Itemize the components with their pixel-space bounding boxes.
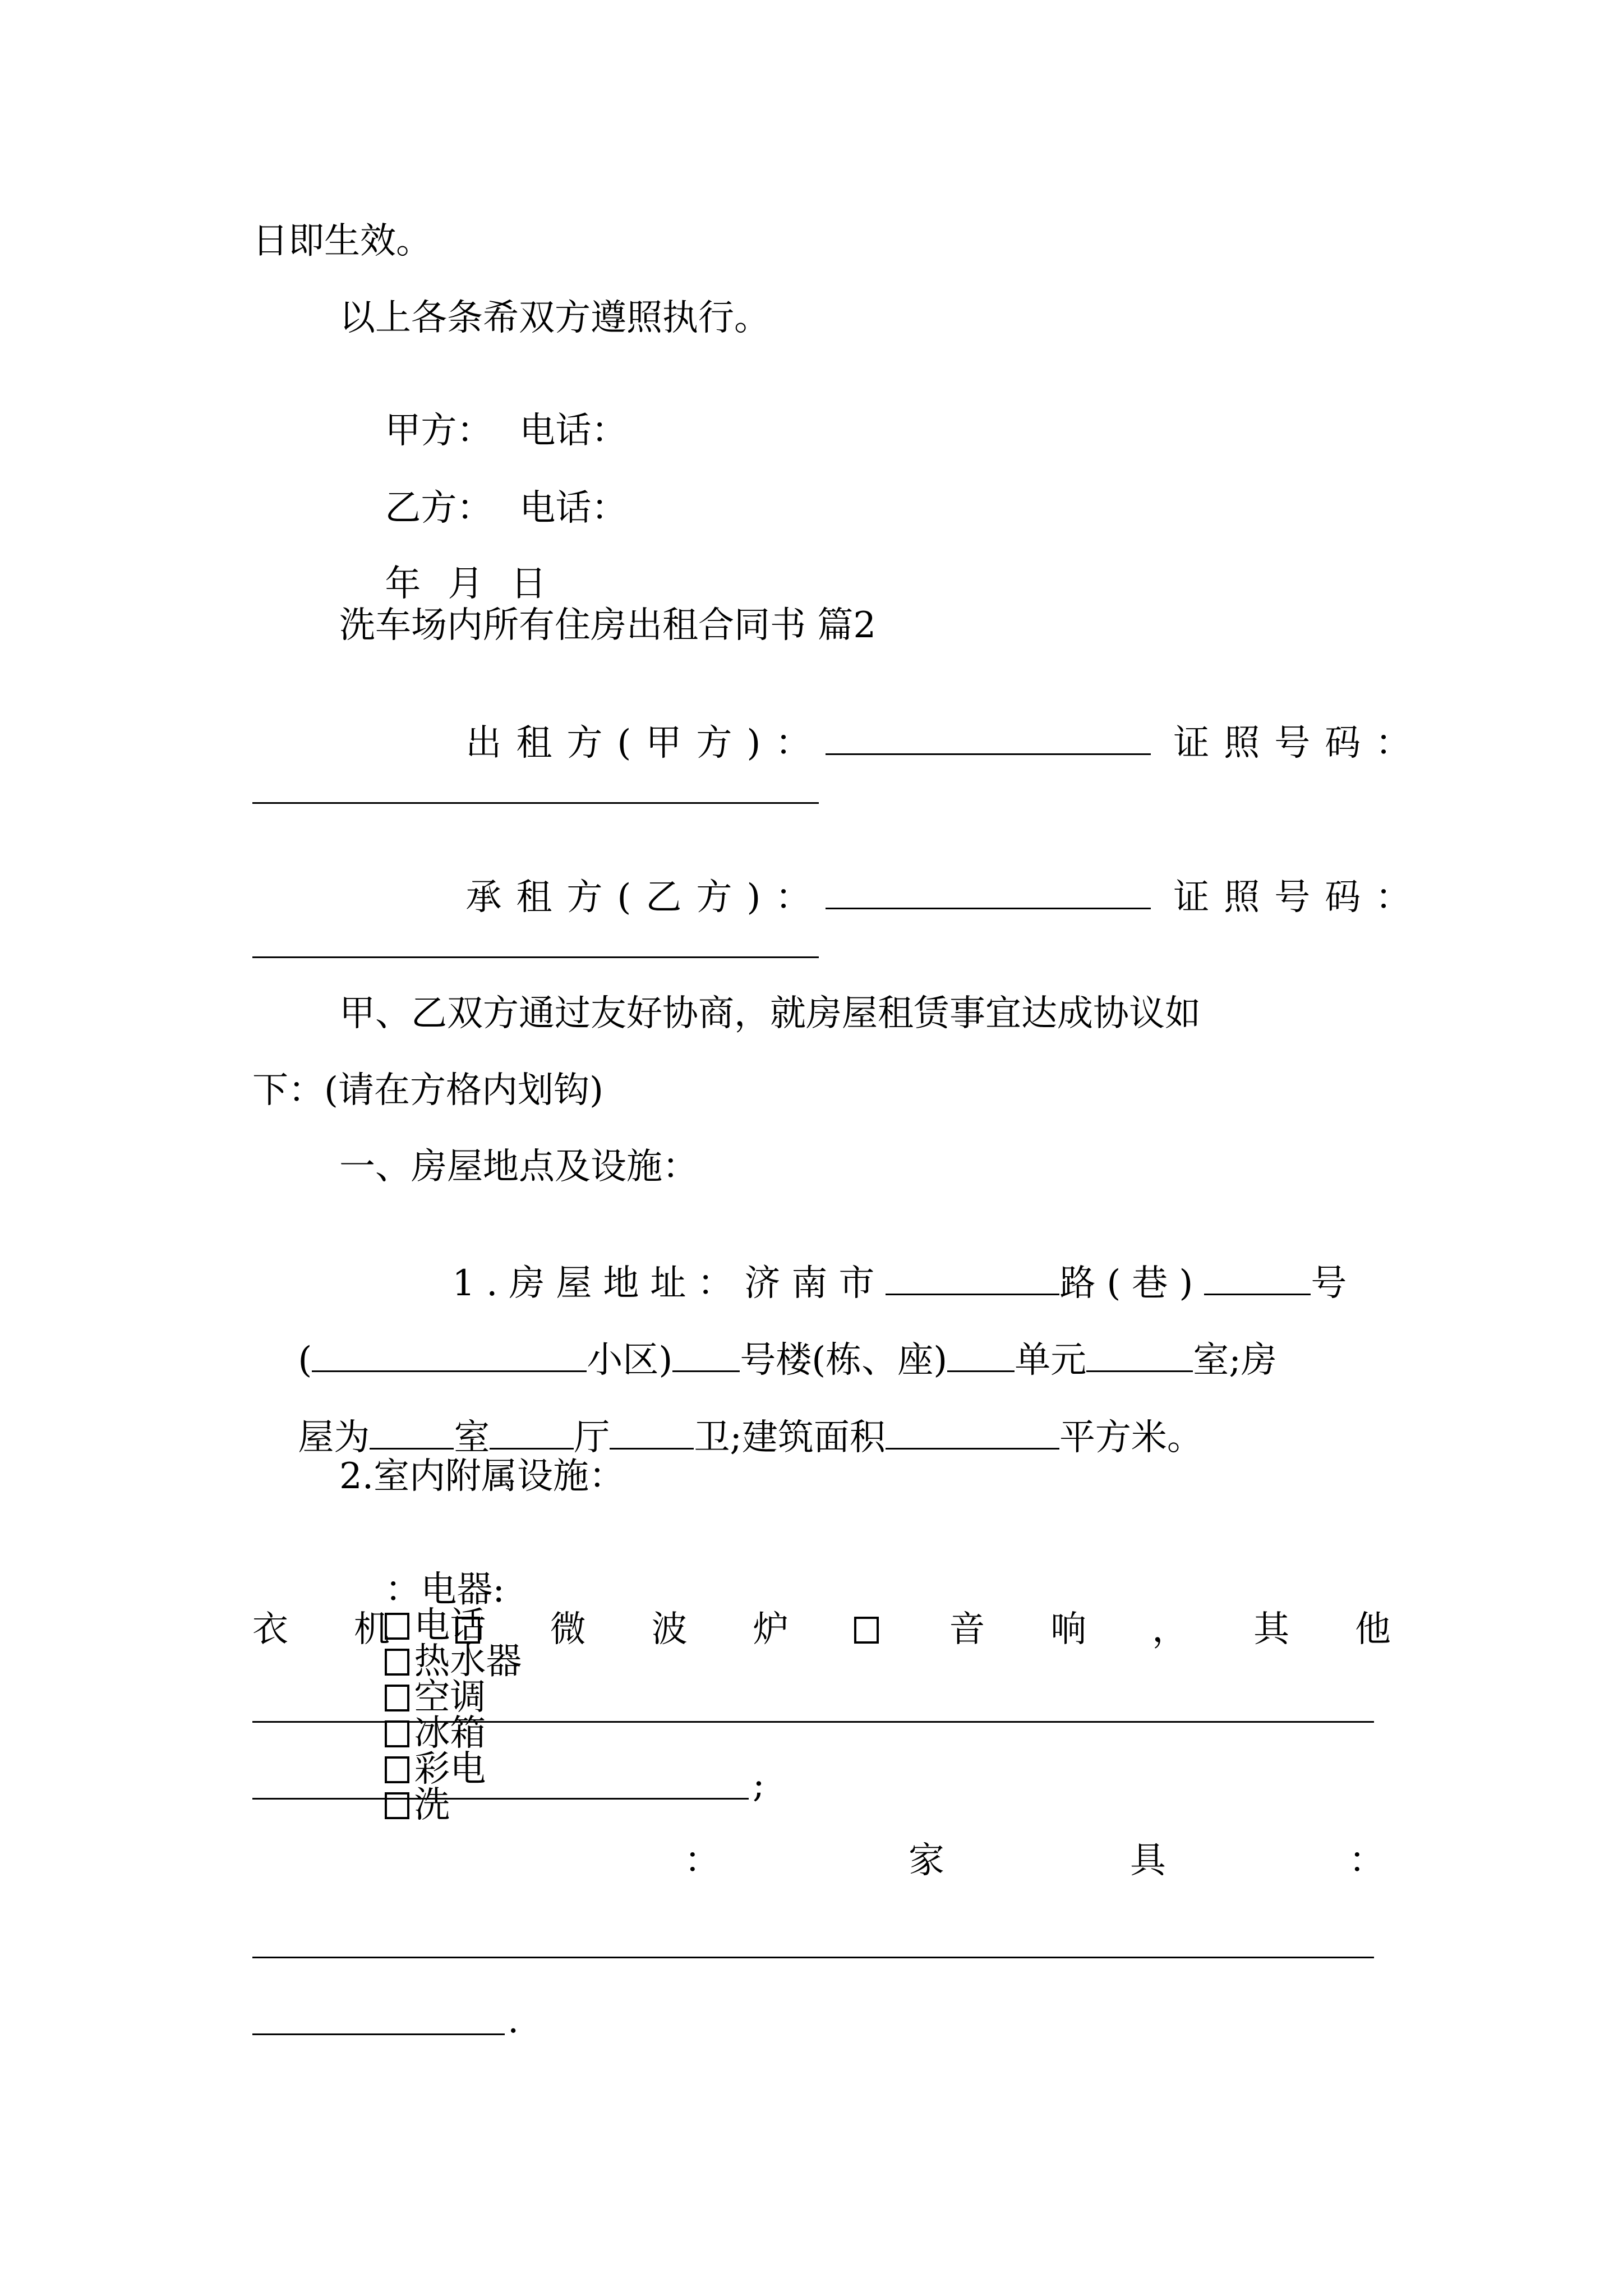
appliance-phone: 电话 xyxy=(414,1605,486,1646)
appliance-water-heater: 热水器 xyxy=(414,1641,522,1682)
checkbox-tv[interactable] xyxy=(385,1756,409,1783)
road-label: 路(巷) xyxy=(1059,1263,1205,1304)
lessee-id-blank xyxy=(252,956,819,958)
checkbox-stereo[interactable] xyxy=(854,1617,879,1644)
date-line xyxy=(339,530,547,605)
number-blank xyxy=(1204,1263,1311,1295)
furniture-blank-2 xyxy=(252,2033,505,2035)
lessor-name-blank xyxy=(826,723,1151,755)
address-line-3 xyxy=(252,1382,1203,1458)
checkbox-water-heater[interactable] xyxy=(385,1649,409,1676)
community-blank xyxy=(312,1340,587,1372)
microwave-char-2: 波 xyxy=(651,1609,688,1650)
checkbox-fridge[interactable] xyxy=(385,1720,409,1747)
address-prefix: 1.房屋地址：济南市 xyxy=(452,1263,886,1304)
appliance-line-2 xyxy=(252,1609,1391,1651)
lessor-id-label: 证照号码： xyxy=(1173,723,1426,764)
appliance-label: ：电器: xyxy=(385,1569,505,1611)
unit-label: 单元 xyxy=(1015,1340,1087,1381)
party-b-label: 乙方： xyxy=(385,487,493,529)
appliance-washer: 洗 xyxy=(414,1784,450,1826)
checkbox-washer[interactable] xyxy=(385,1792,409,1819)
party-b-phone-label: 电话： xyxy=(519,487,628,529)
stereo-group xyxy=(854,1612,883,1651)
address-line-1 xyxy=(362,1227,1358,1304)
appliance-fridge: 冰箱 xyxy=(414,1713,486,1754)
washer-char-2: 机 xyxy=(353,1609,390,1650)
party-a-phone-label: 电话： xyxy=(519,410,628,452)
lessor-label: 出租方(甲方)： xyxy=(465,723,826,764)
microwave-char-3: 炉 xyxy=(753,1609,789,1650)
house-type-label: 屋为 xyxy=(298,1417,370,1458)
halls-label: 厅 xyxy=(574,1417,610,1458)
room-blank xyxy=(1086,1340,1193,1372)
clause-heading-1: 一、房屋地点及设施： xyxy=(339,1146,698,1188)
lessee-line xyxy=(362,841,1426,918)
date-year: 年 xyxy=(385,563,421,605)
paren-open: ( xyxy=(298,1340,312,1381)
lessee-id-label: 证照号码： xyxy=(1173,877,1426,918)
semicolon: ; xyxy=(753,1764,765,1806)
microwave-char-1: 微 xyxy=(550,1609,586,1650)
appliance-air-conditioner: 空调 xyxy=(414,1677,486,1718)
address-line-2 xyxy=(252,1304,1277,1381)
road-blank xyxy=(886,1263,1059,1295)
microwave-group xyxy=(455,1612,485,1651)
other-appliances-blank-2 xyxy=(252,1798,749,1800)
party-a-signature-line xyxy=(339,377,628,452)
building-blank xyxy=(672,1340,740,1372)
room-label: 室;房 xyxy=(1193,1340,1277,1381)
other-appliances-blank-1 xyxy=(252,1721,1374,1723)
building-label: 号楼(栋、座) xyxy=(740,1340,948,1381)
stereo-char-1: 音 xyxy=(949,1609,985,1650)
period: . xyxy=(508,2000,519,2041)
date-month: 月 xyxy=(448,563,484,605)
rooms-label: 室 xyxy=(454,1417,490,1458)
checkbox-air-conditioner[interactable] xyxy=(385,1685,409,1711)
furniture-char-1: 家 xyxy=(909,1840,944,1881)
appliance-tv: 彩电 xyxy=(414,1749,486,1790)
rooms-blank xyxy=(370,1418,454,1450)
furniture-blank-1 xyxy=(252,1957,1374,1958)
washer-char-1: 衣 xyxy=(252,1609,288,1650)
text-line-9: 甲、乙双方通过友好协商，就房屋租赁事宜达成协议如 xyxy=(339,993,1201,1034)
stereo-char-2: 响 xyxy=(1050,1609,1087,1650)
area-unit: 平方米。 xyxy=(1059,1417,1203,1458)
other-char-1: 其 xyxy=(1253,1609,1290,1650)
halls-blank xyxy=(490,1418,574,1450)
date-day: 日 xyxy=(510,563,547,605)
furniture-colon-2: ： xyxy=(1349,1840,1385,1881)
lessor-line xyxy=(362,687,1426,764)
furniture-char-2: 具 xyxy=(1130,1840,1166,1881)
party-a-label: 甲方： xyxy=(385,410,493,452)
other-char-2: 他 xyxy=(1354,1609,1391,1650)
baths-blank xyxy=(610,1418,694,1450)
community-label: 小区) xyxy=(587,1340,673,1381)
party-b-signature-line xyxy=(339,454,628,529)
appliance-line xyxy=(339,1536,522,1826)
lessor-id-blank xyxy=(252,802,819,804)
comma: ， xyxy=(1152,1609,1188,1650)
furniture-colon-1: ： xyxy=(684,1840,720,1881)
lessee-name-blank xyxy=(826,877,1151,909)
unit-blank xyxy=(947,1340,1015,1372)
clause-heading-2: 2.室内附属设施： xyxy=(339,1456,625,1497)
checkbox-microwave[interactable] xyxy=(455,1617,480,1644)
number-label: 号 xyxy=(1311,1263,1358,1304)
text-line-1: 日即生效。 xyxy=(252,220,432,262)
section-heading: 洗车场内所有住房出租合同书 篇2 xyxy=(339,605,877,646)
text-line-2: 以上各条希双方遵照执行。 xyxy=(339,297,770,339)
area-label: 卫;建筑面积 xyxy=(694,1417,886,1458)
area-blank xyxy=(886,1418,1059,1450)
lessee-label: 承租方(乙方)： xyxy=(465,877,826,918)
text-line-10: 下：(请在方格内划钩) xyxy=(252,1070,603,1111)
